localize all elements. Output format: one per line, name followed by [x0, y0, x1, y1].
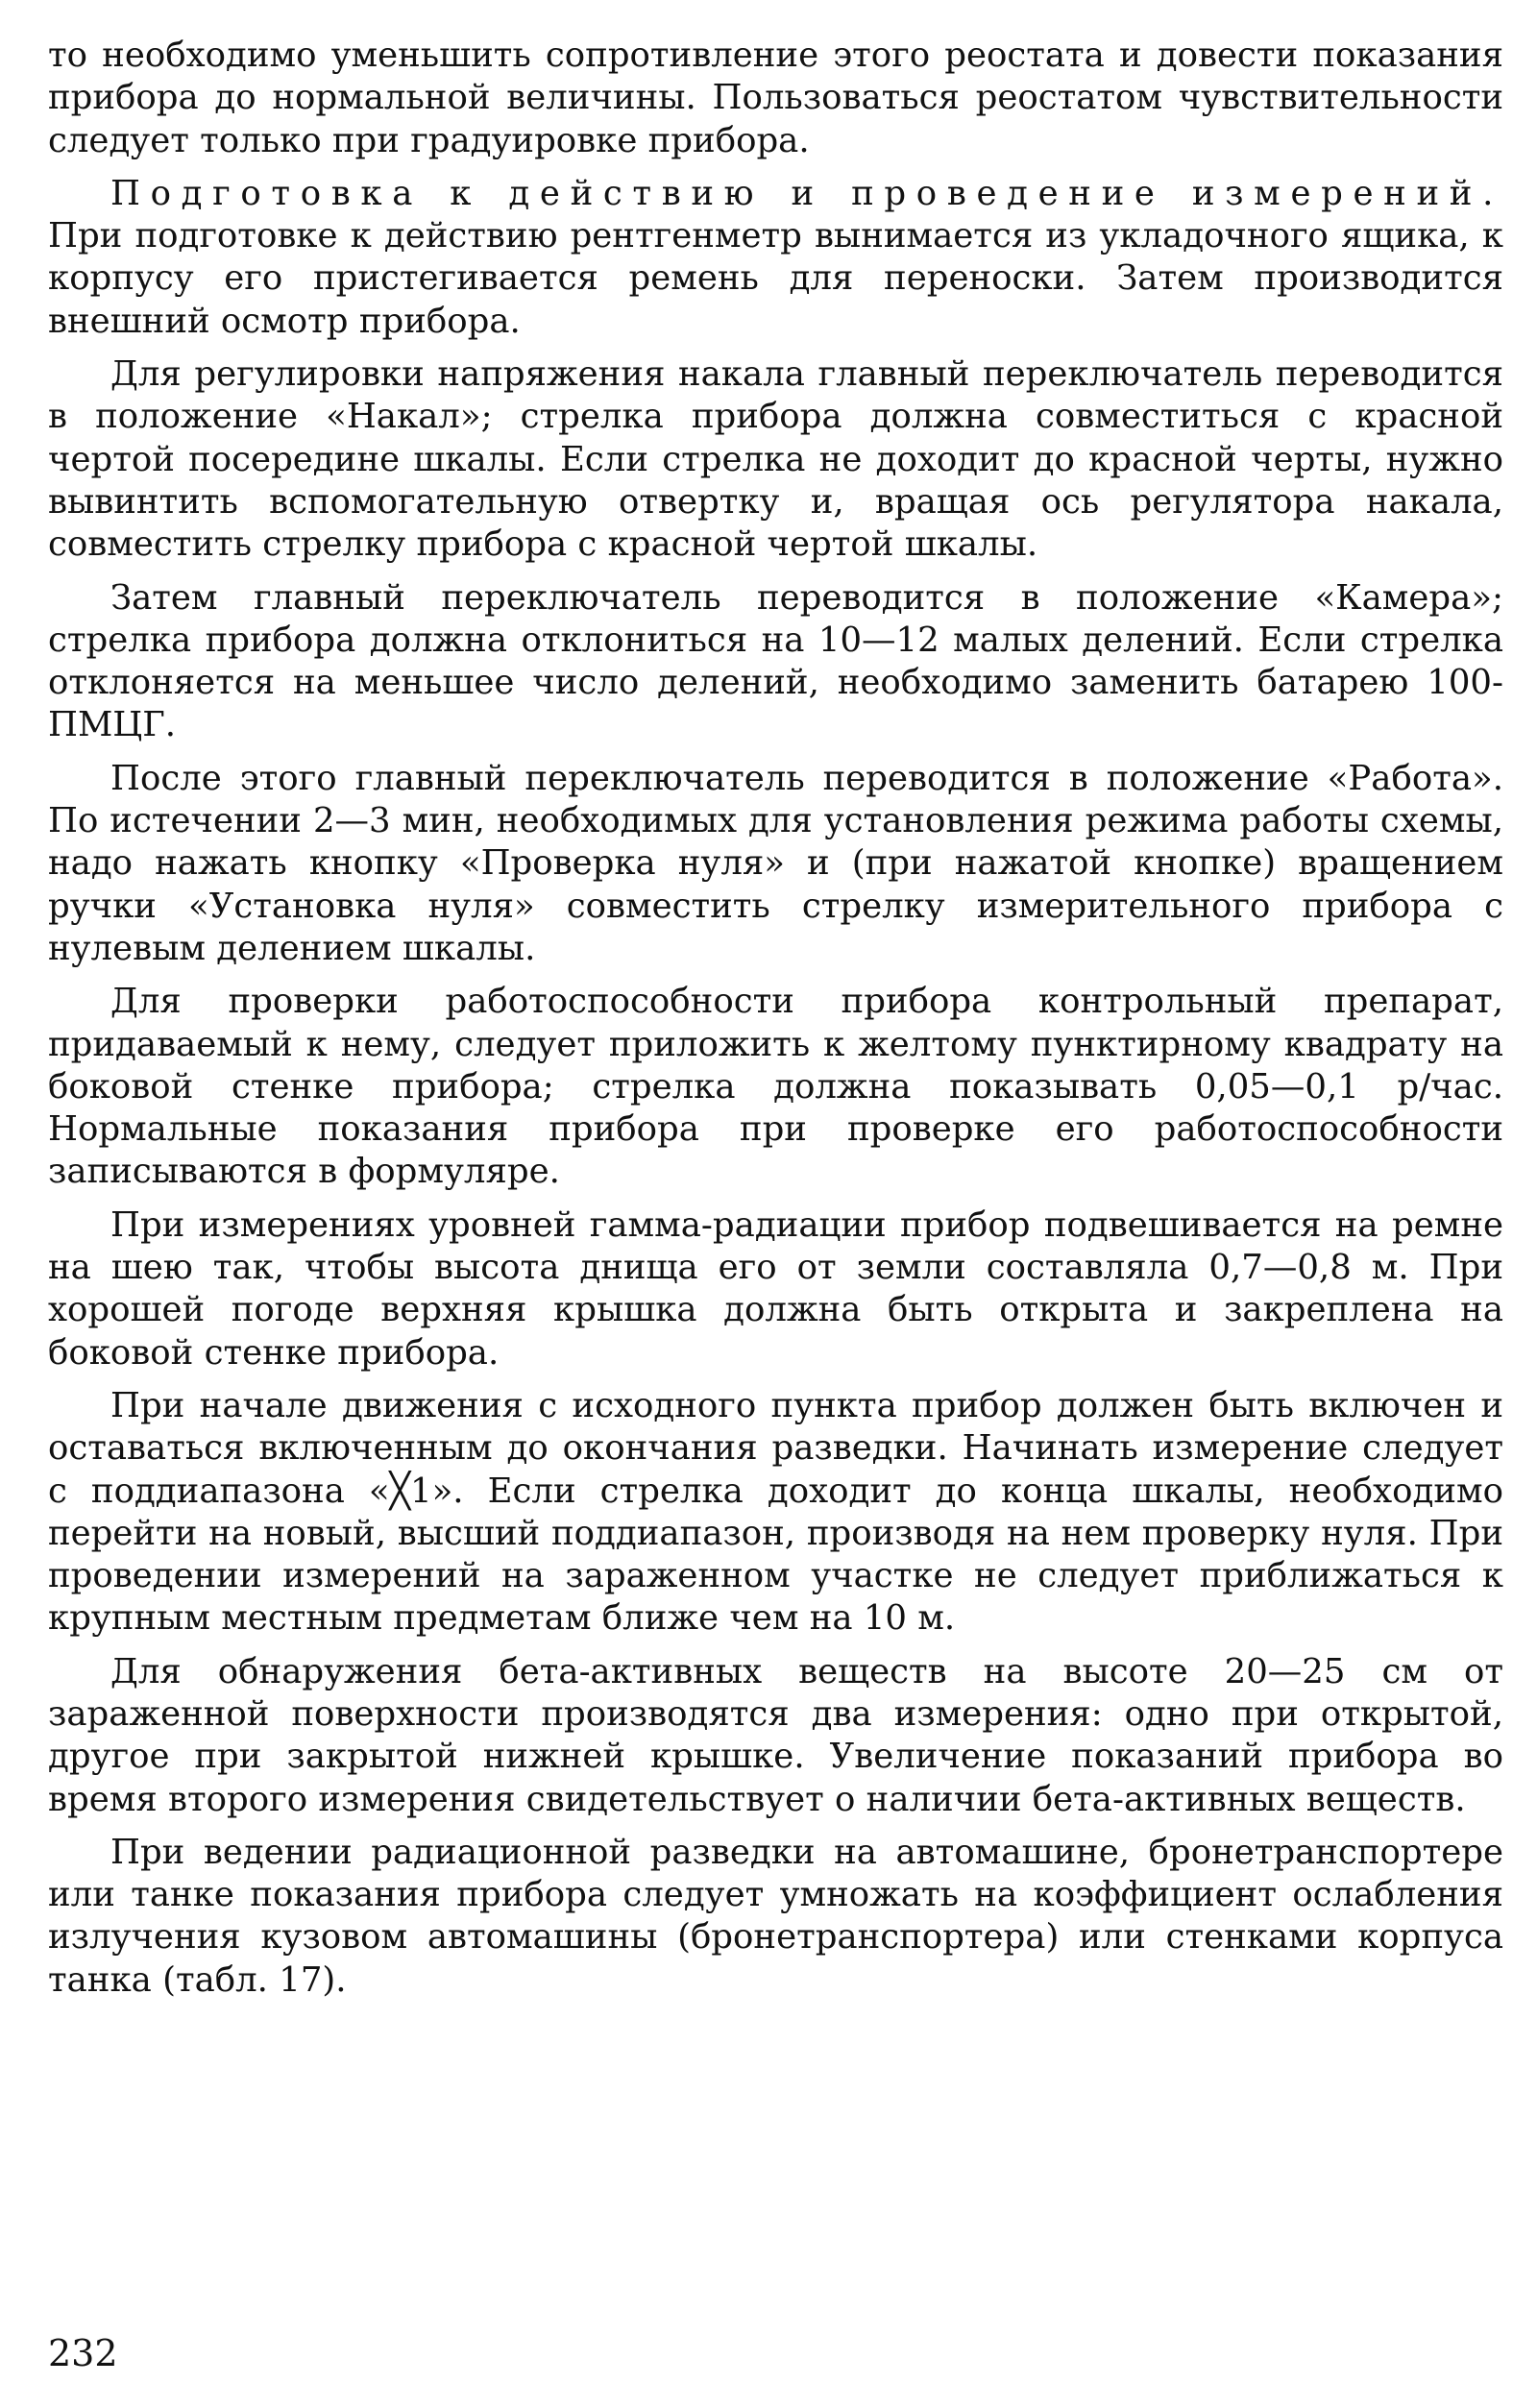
paragraph-3	[48, 353, 1503, 566]
paragraph-8-text: При начале движения с исходного пункта прибор должен быть включен и оставаться включенным до окончания разведки. Начинать измерение следует с поддиапазона «╳1». Если стрелка доходит до конца шкалы, необходимо перейти на новый, высший поддиапазон, производя на нем проверку нуля. При проведении измерений на зараженном участке не следует приближаться к крупным местным предметам ближе чем на 10 м.	[48, 1385, 1503, 1639]
paragraph-1-text: то необходимо уменьшить сопротивление этого реостата и довести показания прибора до нормальной величины. Пользоваться реостатом чувствительности следует только при градуировке прибора.	[48, 36, 1503, 160]
section-heading: Подготовка к действию и проведение измерений.	[110, 173, 1503, 213]
paragraph-7	[48, 1204, 1503, 1374]
paragraph-5	[48, 758, 1503, 970]
paragraph-6-text: Для проверки работоспособности прибора контрольный препарат, придаваемый к нему, следует приложить к желтому пунктирному квадрату на боковой стенке прибора; стрелка должна показывать 0,05—0,1 р/час. Нормальные показания прибора при проверке его работоспособности записываются в формуляре.	[48, 982, 1503, 1192]
paragraph-5-text: После этого главный переключатель переводится в положение «Работа». По истечении 2—3 мин, необходимых для установления режима работы схемы, надо нажать кнопку «Проверка нуля» и (при нажатой кнопке) вращением ручки «Установка нуля» совместить стрелку измерительного прибора с нулевым делением шкалы.	[48, 758, 1503, 968]
paragraph-10-text: При ведении радиационной разведки на автомашине, бронетранспортере или танке показания прибора следует умножать на коэффициент ослабления излучения кузовом автомашины (бронетранспортера) или стенками корпуса танка (табл. 17).	[48, 1832, 1503, 2000]
paragraph-10	[48, 1832, 1503, 2002]
paragraph-1	[48, 35, 1503, 162]
paragraph-8	[48, 1385, 1503, 1641]
page-number: 232	[48, 2332, 118, 2374]
paragraph-9	[48, 1651, 1503, 1821]
paragraph-2-text: При подготовке к действию рентгенметр вынимается из укладочного ящика, к корпусу его пристегивается ремень для переноски. Затем производится внешний осмотр прибора.	[48, 216, 1503, 341]
paragraph-7-text: При измерениях уровней гамма-радиации прибор подвешивается на ремне на шею так, чтобы высота днища его от земли составляла 0,7—0,8 м. При хорошей погоде верхняя крышка должна быть открыта и закреплена на боковой стенке прибора.	[48, 1204, 1503, 1373]
page-body	[48, 35, 1503, 2012]
paragraph-6	[48, 981, 1503, 1193]
paragraph-2	[48, 173, 1503, 343]
paragraph-4-text: Затем главный переключатель переводится в положение «Камера»; стрелка прибора должна отклониться на 10—12 малых делений. Если стрелка отклоняется на меньшее число делений, необходимо заменить батарею 100-ПМЦГ.	[48, 577, 1503, 745]
paragraph-3-text: Для регулировки напряжения накала главный переключатель переводится в положение «Накал»; стрелка прибора должна совместиться с красной чертой посередине шкалы. Если стрелка не доходит до красной черты, нужно вывинтить вспомогательную отвертку и, вращая ось регулятора накала, совместить стрелку прибора с красной чертой шкалы.	[48, 354, 1503, 565]
paragraph-4	[48, 577, 1503, 747]
paragraph-9-text: Для обнаружения бета-активных веществ на высоте 20—25 см от зараженной поверхности производятся два измерения: одно при открытой, другое при закрытой нижней крышке. Увеличение показаний прибора во время второго измерения свидетельствует о наличии бета-активных веществ.	[48, 1651, 1503, 1819]
